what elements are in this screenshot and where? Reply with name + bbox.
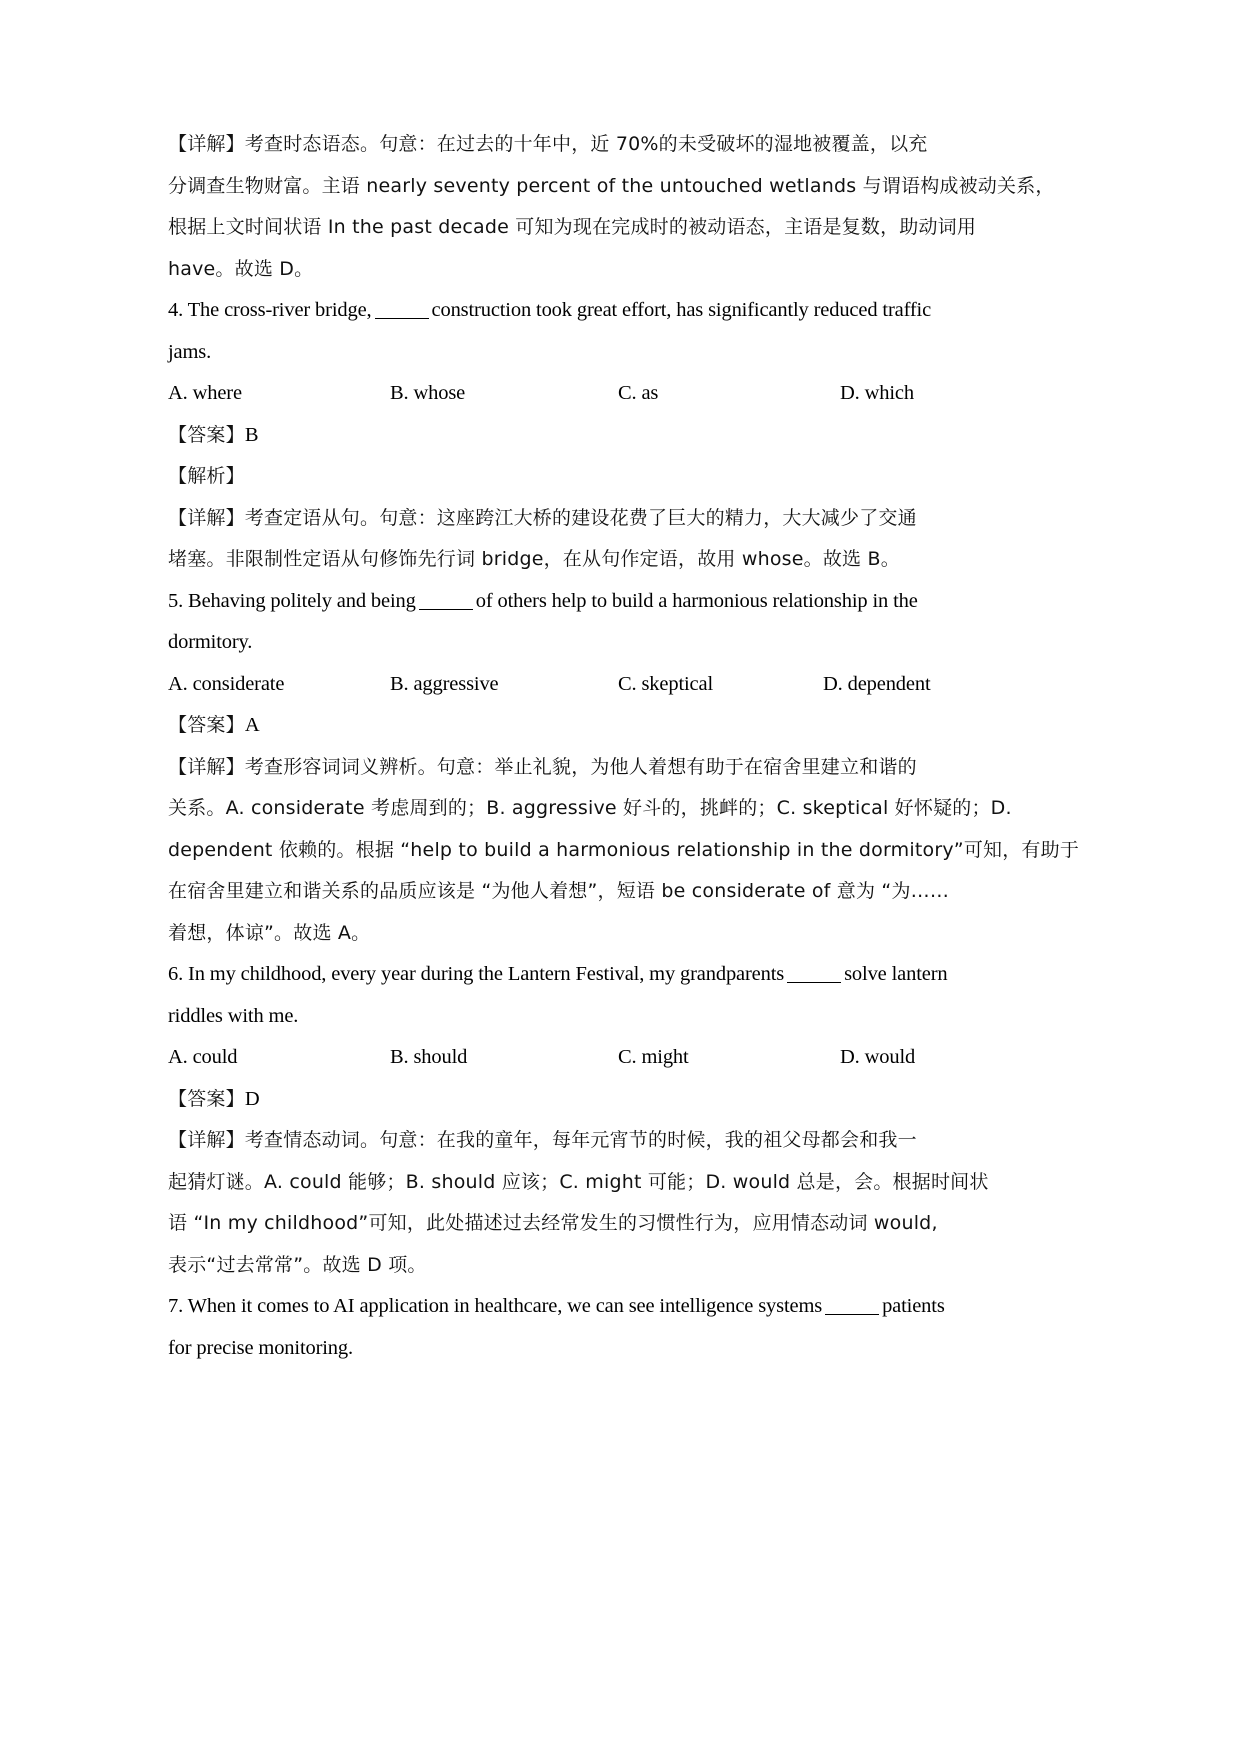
question-6-explanation-line: 起猜灯谜。A. could 能够；B. should 应该；C. might 可能；D. would 总是，会。根据时间状	[168, 1170, 989, 1193]
question-4-options	[168, 373, 958, 415]
option-b[interactable]: B. should	[390, 1046, 468, 1068]
option-d[interactable]: D. would	[840, 1046, 916, 1068]
question-7-stem-part-b: patients	[882, 1295, 945, 1317]
q3-explanation-line: have。故选 D。	[168, 257, 314, 280]
answer-blank	[825, 1314, 879, 1315]
question-6-answer	[168, 1079, 958, 1121]
question-6-explanation-line: 【详解】考查情态动词。句意：在我的童年，每年元宵节的时候，我的祖父母都会和我一	[168, 1129, 917, 1151]
answer-value: D	[244, 1087, 260, 1110]
question-5-stem-part-a: 5. Behaving politely and being	[168, 589, 416, 612]
question-5-explanation-line: dependent 依赖的。根据 “help to build a harmonious relationship in the dormitory”可知，有助于	[168, 838, 1080, 861]
option-b[interactable]: B. aggressive	[390, 672, 499, 695]
question-5-explanation-line: 关系。A. considerate 考虑周到的；B. aggressive 好斗的，挑衅的；C. skeptical 好怀疑的；D.	[168, 797, 1012, 819]
question-5-explanation-line: 【详解】考查形容词词义辨析。句意：举止礼貌，为他人着想有助于在宿舍里建立和谐的	[168, 755, 917, 778]
question-5-stem-line-1	[168, 581, 958, 623]
answer-label: 【答案】	[168, 1087, 245, 1110]
question-5-options	[168, 664, 958, 706]
question-6-stem-line-1	[168, 954, 958, 996]
question-4-stem-part-b: construction took great effort, has significantly reduced traffic	[431, 299, 932, 321]
option-c[interactable]: C. as	[618, 382, 659, 404]
answer-blank	[787, 982, 841, 983]
question-7-stem-line-2: for precise monitoring.	[168, 1336, 353, 1359]
question-5-stem-part-b: of others help to build a harmonious relationship in the	[475, 589, 918, 612]
question-5-explanation-line: 在宿舍里建立和谐关系的品质应该是 “为他人着想”，短语 be considerate of 意为 “为……	[168, 880, 950, 902]
answer-value: B	[244, 423, 259, 446]
q3-explanation-line: 【详解】考查时态语态。句意：在过去的十年中，近 70%的未受破坏的湿地被覆盖，以充	[168, 133, 928, 155]
question-6-stem-part-a: 6. In my childhood, every year during the Lantern Festival, my grandparents	[168, 963, 785, 985]
answer-label: 【答案】	[168, 423, 245, 446]
answer-value: A	[244, 714, 260, 736]
answer-blank	[375, 318, 429, 319]
question-4-analysis-label: 【解析】	[168, 465, 245, 487]
question-4-stem-line-2: jams.	[168, 340, 212, 363]
option-c[interactable]: C. might	[618, 1046, 689, 1068]
document-body	[168, 124, 1080, 1369]
option-b[interactable]: B. whose	[390, 382, 466, 404]
option-a[interactable]: A. could	[168, 1046, 238, 1068]
option-d[interactable]: D. dependent	[823, 672, 931, 695]
question-7-stem-part-a: 7. When it comes to AI application in healthcare, we can see intelligence systems	[168, 1295, 823, 1317]
question-6-stem-part-b: solve lantern	[844, 963, 948, 985]
option-c[interactable]: C. skeptical	[618, 672, 713, 695]
option-a[interactable]: A. where	[168, 382, 242, 404]
question-5-explanation-line: 着想，体谅”。故选 A。	[168, 921, 371, 944]
question-4-stem-part-a: 4. The cross-river bridge,	[168, 299, 372, 321]
question-6-stem-line-2: riddles with me.	[168, 1004, 299, 1027]
option-a[interactable]: A. considerate	[168, 672, 285, 695]
question-4-stem-line-1	[168, 290, 958, 332]
question-6-explanation-line: 表示“过去常常”。故选 D 项。	[168, 1253, 427, 1276]
option-d[interactable]: D. which	[840, 382, 914, 404]
q3-explanation-line: 分调查生物财富。主语 nearly seventy percent of the untouched wetlands 与谓语构成被动关系，	[168, 174, 1055, 197]
question-6-explanation-line: 语 “In my childhood”可知，此处描述过去经常发生的习惯性行为，应用情态动词 would,	[168, 1212, 938, 1234]
question-5-answer	[168, 705, 958, 747]
question-4-explanation-line: 堵塞。非限制性定语从句修饰先行词 bridge，在从句作定语，故用 whose。故选 B。	[168, 548, 900, 570]
question-6-options	[168, 1037, 958, 1079]
answer-label: 【答案】	[168, 714, 245, 736]
question-7-stem-line-1	[168, 1286, 958, 1328]
question-4-answer	[168, 415, 958, 457]
question-4-explanation-line: 【详解】考查定语从句。句意：这座跨江大桥的建设花费了巨大的精力，大大减少了交通	[168, 506, 917, 529]
question-5-stem-line-2: dormitory.	[168, 631, 253, 653]
answer-blank	[419, 609, 473, 610]
q3-explanation-line: 根据上文时间状语 In the past decade 可知为现在完成时的被动语态，主语是复数，助动词用	[168, 216, 977, 238]
